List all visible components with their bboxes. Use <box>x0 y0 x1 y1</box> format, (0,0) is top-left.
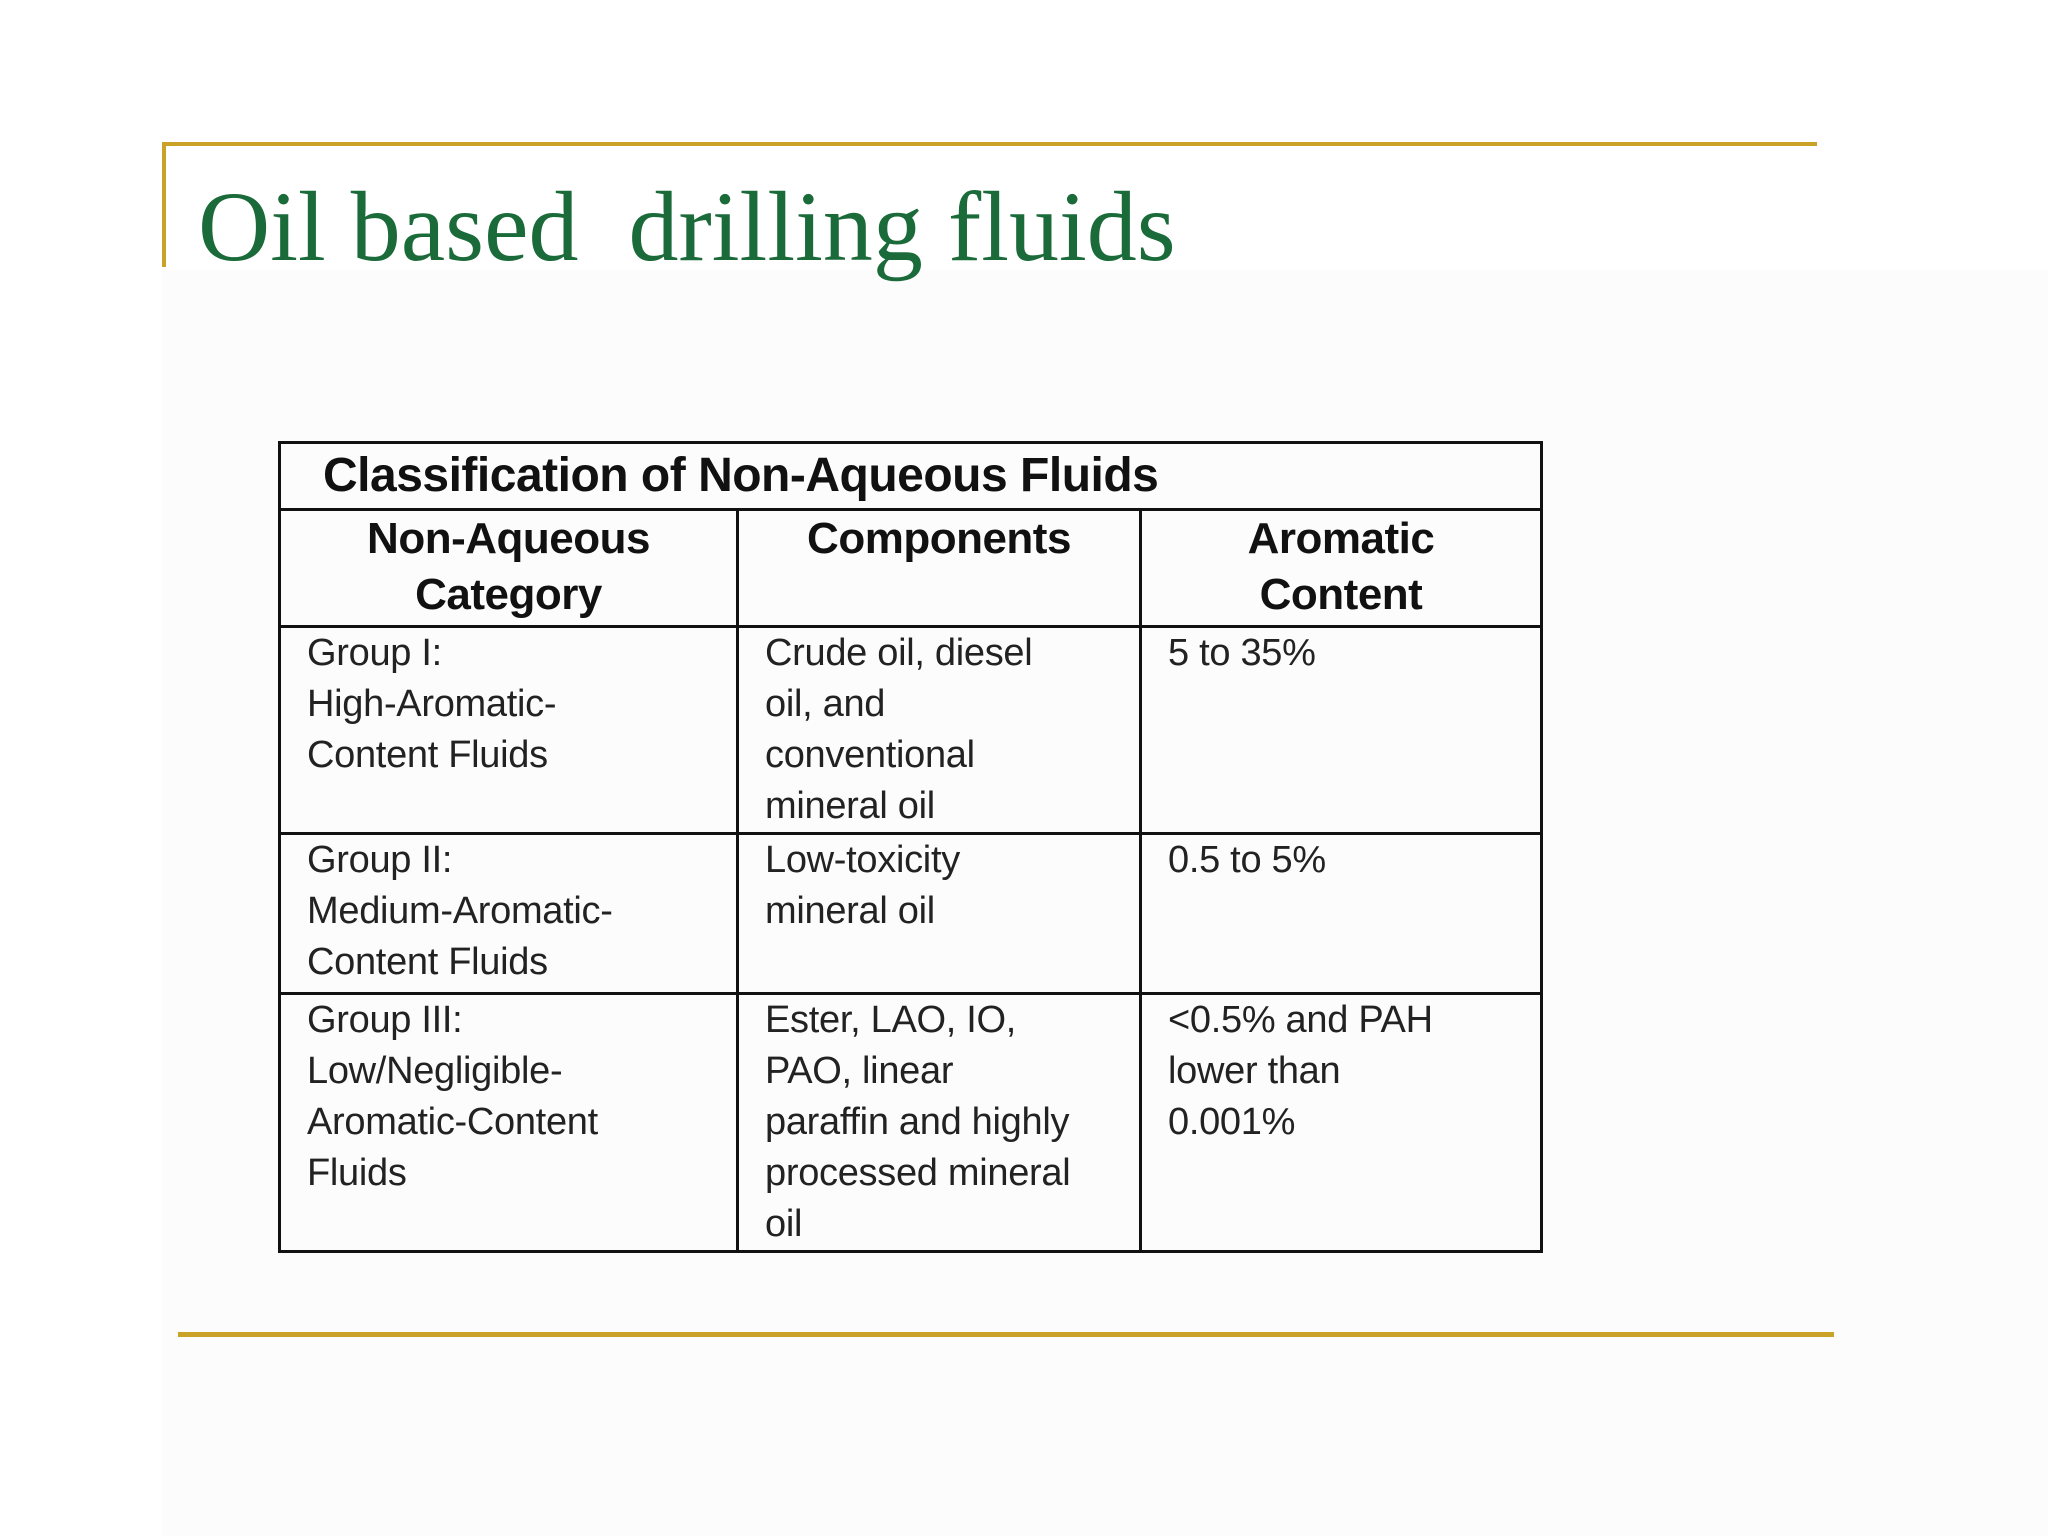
cell-category <box>280 834 738 994</box>
header-aromatic-line: Aromatic <box>1247 514 1435 563</box>
cell-line: Ester, LAO, IO, <box>765 999 1017 1041</box>
cell-components <box>738 834 1141 994</box>
table-header-row <box>280 510 1542 627</box>
cell-line: mineral oil <box>765 890 935 932</box>
cell-aromatic <box>1141 834 1542 994</box>
cell-line: processed mineral <box>765 1152 1071 1194</box>
header-category <box>280 510 738 627</box>
title-top-rule <box>162 142 1817 146</box>
header-aromatic-content <box>1141 510 1542 627</box>
cell-line: Crude oil, diesel <box>765 632 1033 674</box>
cell-category <box>280 627 738 834</box>
cell-line: 0.001% <box>1168 1101 1296 1143</box>
cell-line: mineral oil <box>765 785 935 827</box>
cell-components <box>738 627 1141 834</box>
cell-line: <0.5% and PAH <box>1168 999 1433 1041</box>
cell-line: oil, and <box>765 683 886 725</box>
cell-line: High-Aromatic- <box>307 683 557 725</box>
cell-line: lower than <box>1168 1050 1341 1092</box>
cell-line: Fluids <box>307 1152 407 1194</box>
slide-title: Oil based drilling fluids <box>198 171 1176 282</box>
cell-line: paraffin and highly <box>765 1101 1070 1143</box>
table-row <box>280 994 1542 1252</box>
header-category-line: Non-Aqueous <box>367 514 650 563</box>
cell-line: PAO, linear <box>765 1050 954 1092</box>
table-caption: Classification of Non-Aqueous Fluids <box>280 443 1542 510</box>
cell-aromatic <box>1141 627 1542 834</box>
cell-line: oil <box>765 1203 803 1245</box>
table-row <box>280 834 1542 994</box>
header-components-line: Components <box>807 514 1071 563</box>
cell-line: Medium-Aromatic- <box>307 890 613 932</box>
cell-line: Aromatic-Content <box>307 1101 598 1143</box>
cell-components <box>738 994 1141 1252</box>
bottom-rule <box>178 1332 1834 1337</box>
cell-line: Low-toxicity <box>765 839 960 881</box>
table-row <box>280 627 1542 834</box>
header-category-line: Category <box>415 570 602 619</box>
cell-line: Group I: <box>307 632 442 674</box>
header-components <box>738 510 1141 627</box>
table-caption-row <box>280 443 1542 510</box>
classification-table <box>278 441 1543 1253</box>
cell-line: Content Fluids <box>307 941 548 983</box>
cell-line: Group III: <box>307 999 463 1041</box>
cell-line: Group II: <box>307 839 453 881</box>
header-aromatic-line: Content <box>1259 570 1423 619</box>
cell-line: 5 to 35% <box>1168 632 1316 674</box>
cell-line: 0.5 to 5% <box>1168 839 1326 881</box>
cell-line: Content Fluids <box>307 734 548 776</box>
cell-line: conventional <box>765 734 975 776</box>
cell-line: Low/Negligible- <box>307 1050 563 1092</box>
cell-category <box>280 994 738 1252</box>
title-left-rule <box>162 142 166 267</box>
cell-aromatic <box>1141 994 1542 1252</box>
